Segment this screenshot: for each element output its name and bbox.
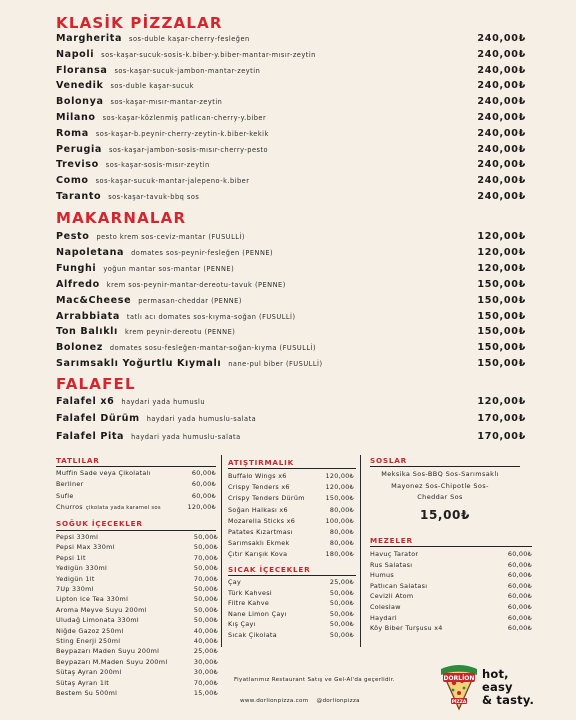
sicak-item-price: 50,00₺ — [329, 588, 354, 597]
atistirmalik-item-name — [228, 528, 293, 536]
sicak-item-price: 50,00₺ — [329, 599, 354, 608]
tatlilar-item — [56, 502, 216, 512]
pizza-item-name: Margherita — [56, 33, 123, 44]
soguk-item-name-text: Lipton Ice Tea 330ml — [56, 595, 129, 604]
pizza-item-desc: sos-kaşar-sucuk-sosis-k.biber-y.biber-mantar-mısır-zeytin — [101, 50, 316, 59]
mezeler-item-price: 60,00₺ — [507, 603, 532, 611]
sicak-item-price: 25,00₺ — [329, 578, 354, 586]
falafel-item — [56, 413, 526, 427]
atistirmalik-item-price: 100,00₺ — [325, 516, 354, 525]
dorlion-logo — [440, 663, 478, 711]
pizza-item-name: Bolonya — [56, 96, 104, 108]
tatlilar-item-name — [56, 503, 161, 511]
soguk-item — [56, 615, 218, 625]
sicak-item-name — [228, 589, 272, 597]
pasta-item — [56, 279, 526, 293]
tatlilar-item — [56, 479, 216, 489]
mezeler-item-price: 60,00₺ — [507, 624, 532, 633]
falafel-item — [56, 431, 526, 445]
mezeler-item-name-text: Haydari — [370, 613, 397, 622]
mezeler-item-name — [370, 624, 443, 632]
tatlilar-item-price: 120,00₺ — [187, 503, 216, 512]
sicak-item — [228, 630, 354, 640]
atistirmalik-item-name — [228, 472, 287, 480]
atistirmalik-underline — [228, 468, 356, 469]
mezeler-item-name-text: Patlıcan Salatası — [370, 581, 428, 590]
pizza-item-name: Perugia — [56, 143, 102, 155]
atistirmalik-item — [228, 538, 354, 548]
soguk-title: SOĞUK İÇECEKLER — [56, 519, 143, 528]
soguk-item-name-text: Yedigün 330ml — [56, 564, 108, 573]
falafel-item-desc: haydari yada humuslu-salata — [131, 432, 241, 441]
sicak-item — [228, 588, 354, 598]
pasta-item-name: Napoletana — [56, 246, 125, 258]
soguk-item-name — [56, 658, 167, 666]
mezeler-title: MEZELER — [370, 536, 413, 545]
sicak-item-name-text: Çay — [228, 578, 242, 586]
pizza-item-desc: sos-kaşar-tavuk-bbq sos — [108, 193, 200, 201]
mezeler-item-name — [370, 571, 394, 579]
atistirmalik-item-price: 80,00₺ — [329, 505, 354, 514]
falafel-title: FALAFEL — [56, 375, 136, 393]
mezeler-item-name — [370, 592, 413, 600]
soguk-item — [56, 553, 218, 563]
pizza-item-price: 240,00₺ — [477, 143, 526, 155]
sicak-item-name — [228, 610, 287, 618]
slogan-line-2: easy — [482, 680, 513, 694]
tatlilar-item-name-text: Churros — [56, 503, 83, 512]
soguk-item — [56, 605, 218, 615]
soguk-item — [56, 574, 218, 584]
pasta-item-price: 120,00₺ — [477, 231, 526, 242]
pasta-item — [56, 342, 526, 356]
atistirmalik-item-name-text: Crispy Tenders Dürüm — [228, 494, 305, 503]
pasta-item-price: 150,00₺ — [477, 342, 526, 354]
pizza-item-price: 240,00₺ — [477, 191, 526, 202]
atistirmalik-item-name-text: Mozarella Sticks x6 — [228, 516, 296, 525]
pasta-item — [56, 358, 526, 372]
soguk-item — [56, 542, 218, 552]
pasta-item-desc: yoğun mantar sos-mantar (PENNE) — [103, 264, 235, 273]
logo-subtext: PİZZA — [451, 700, 467, 705]
atistirmalik-item — [228, 493, 354, 503]
footer-web — [240, 698, 360, 704]
mezeler-item-price: 60,00₺ — [507, 571, 532, 580]
soguk-item-name-text: 7Up 330ml — [56, 585, 94, 593]
falafel-item-price: 170,00₺ — [477, 413, 526, 425]
soguk-item — [56, 667, 218, 677]
atistirmalik-item-name — [228, 539, 290, 547]
pizza-item — [56, 144, 526, 158]
atistirmalik-item-name — [228, 494, 305, 502]
soguk-item-name-text: Beypazarı Maden Suyu 200ml — [56, 647, 160, 656]
atistirmalik-item-name-text: Sarımsaklı Ekmek — [228, 539, 290, 548]
mezeler-item — [370, 602, 532, 612]
tatlilar-item — [56, 491, 216, 501]
pasta-item-price: 150,00₺ — [477, 326, 526, 338]
pizza-item — [56, 65, 526, 79]
sicak-item-name-text: Sıcak Çikolata — [228, 631, 277, 639]
soslar-text — [345, 469, 535, 504]
pizza-item — [56, 159, 526, 173]
pasta-item — [56, 247, 526, 261]
atistirmalik-item — [228, 482, 354, 492]
pasta-item-price: 150,00₺ — [477, 278, 526, 290]
pizza-item-price: 240,00₺ — [477, 96, 526, 108]
pasta-item-price: 120,00₺ — [477, 246, 526, 258]
mezeler-item-name — [370, 561, 412, 569]
soguk-item-name — [56, 554, 86, 562]
soguk-item-name-text: Pepsi Max 330ml — [56, 543, 115, 552]
pasta-item — [56, 295, 526, 309]
sicak-item — [228, 577, 354, 587]
pizza-item — [56, 175, 526, 189]
soguk-item — [56, 636, 218, 646]
soguk-item-price: 50,00₺ — [193, 564, 218, 573]
pasta-item-desc: domates sosu-fesleğen-mantar-soğan-kıyma (FUSULLİ) — [109, 344, 317, 353]
soguk-item-name — [56, 616, 139, 624]
pasta-item — [56, 231, 526, 245]
pizza-item-name: Floransa — [56, 64, 108, 76]
soguk-item — [56, 626, 218, 636]
atistirmalik-item-price: 180,00₺ — [325, 550, 354, 559]
pizza-item-price: 240,00₺ — [477, 112, 526, 123]
soguk-item-name — [56, 689, 117, 697]
pizza-item-name: Como — [56, 175, 89, 187]
slogan-line-3: & tasty. — [482, 693, 535, 707]
soguk-item-name-text: Yedigün 1lt — [56, 574, 95, 583]
soguk-item-price: 50,00₺ — [193, 585, 218, 593]
soguk-item — [56, 594, 218, 604]
pizza-item-price: 240,00₺ — [477, 80, 526, 92]
soguk-item-name-text: Sting Enerji 250ml — [56, 637, 121, 645]
soguk-item-name-text: Pepsi 1lt — [56, 553, 86, 562]
pasta-item-name: Mac&Cheese — [56, 294, 132, 306]
pasta-item-price: 120,00₺ — [477, 262, 526, 274]
soguk-item-price: 50,00₺ — [193, 595, 218, 604]
soguk-item-name-text: Pepsi 330ml — [56, 533, 99, 541]
atistirmalik-item-name — [228, 550, 287, 558]
pizza-item-name: Treviso — [56, 159, 99, 171]
soguk-item-price: 40,00₺ — [193, 626, 218, 635]
sicak-item-price: 50,00₺ — [329, 609, 354, 618]
pizza-item-desc: sos-kaşar-b.peynir-cherry-zeytin-k.biber-kekik — [95, 129, 269, 138]
soslar-line-1: Meksika Sos-BBQ Sos-Sarımsaklı — [381, 470, 499, 478]
falafel-item-desc: haydari yada humuslu-salata — [146, 415, 257, 424]
mezeler-item — [370, 623, 532, 633]
soguk-item-price: 25,00₺ — [193, 647, 218, 656]
soguk-item-name-text: Beypazarı M.Maden Suyu 200ml — [56, 657, 168, 666]
pasta-item-name: Pesto — [56, 231, 90, 242]
soguk-item-name — [56, 564, 107, 572]
mezeler-item-name — [370, 603, 401, 611]
pasta-item — [56, 326, 526, 340]
pizza-item — [56, 33, 526, 47]
pizza-item-price: 240,00₺ — [477, 64, 526, 76]
pizza-item-price: 240,00₺ — [477, 33, 526, 44]
sicak-item-name — [228, 599, 269, 607]
soguk-item-name — [56, 668, 122, 676]
soguk-item-name — [56, 533, 98, 541]
soguk-item — [56, 646, 218, 656]
pasta-item-name: Funghi — [56, 262, 97, 274]
mezeler-item-price: 60,00₺ — [507, 581, 532, 590]
pizza-item-name: Venedik — [56, 80, 104, 92]
atistirmalik-item-price: 120,00₺ — [325, 472, 354, 480]
slogan — [482, 668, 534, 707]
pizza-item-desc: sos-kaşar-közlenmiş patlıcan-cherry-y.biber — [102, 114, 267, 122]
soslar-title: SOSLAR — [370, 456, 407, 465]
footer-website[interactable]: www.dorlionpizza.com — [240, 698, 309, 704]
atistirmalik-item-name — [228, 517, 295, 525]
sicak-item — [228, 609, 354, 619]
falafel-item-desc: haydari yada humuslu — [121, 398, 206, 406]
mezeler-item — [370, 613, 532, 623]
pizza-item-desc: sos-duble kaşar-sucuk — [110, 82, 194, 91]
pasta-item-desc: nane-pul biber (FUSULLİ) — [228, 360, 323, 369]
falafel-item-name: Falafel Pita — [56, 430, 125, 442]
atistirmalik-item — [228, 549, 354, 559]
soguk-item-name-text: Sütaş Ayran 200ml — [56, 668, 122, 677]
pizza-item-price: 240,00₺ — [477, 48, 526, 60]
soslar-line-3: Cheddar Sos — [417, 493, 463, 501]
atistirmalik-item — [228, 527, 354, 537]
soguk-item-price: 70,00₺ — [193, 678, 218, 687]
soguk-item — [56, 657, 218, 667]
soguk-item-name-text: Uludağ Limonata 330ml — [56, 616, 139, 625]
tatlilar-item-name-text: Berliner — [56, 480, 84, 489]
footer-social[interactable]: @dorlionpizza — [316, 698, 360, 704]
soguk-item-name — [56, 679, 109, 687]
soguk-item-name — [56, 575, 95, 583]
atistirmalik-item-price: 80,00₺ — [329, 528, 354, 536]
logo-text: DORLİON — [443, 675, 475, 682]
soguk-item-name — [56, 595, 128, 603]
tatlilar-item-name-text: Sufle — [56, 491, 74, 500]
sicak-item — [228, 619, 354, 629]
soguk-item-name — [56, 585, 94, 593]
tatlilar-title: TATLILAR — [56, 456, 100, 465]
mezeler-item-name-text: Humus — [370, 571, 394, 580]
soguk-item-price: 50,00₺ — [193, 605, 218, 614]
soguk-item — [56, 532, 218, 542]
mezeler-item-price: 60,00₺ — [507, 613, 532, 622]
soguk-item-name-text: Sütaş Ayran 1lt — [56, 678, 110, 687]
soguk-item — [56, 584, 218, 594]
soslar-underline — [370, 466, 520, 467]
pasta-item-name: Sarımsaklı Yoğurtlu Kıymalı — [56, 358, 222, 370]
atistirmalik-item-price: 150,00₺ — [325, 494, 354, 503]
sicak-item-price: 50,00₺ — [329, 631, 354, 639]
sicak-title: SICAK İÇECEKLER — [228, 565, 311, 574]
pasta-item-price: 150,00₺ — [477, 294, 526, 306]
mezeler-item-name-text: Coleslaw — [370, 603, 401, 611]
pasta-item-name: Arrabbiata — [56, 310, 120, 322]
soguk-item-price: 50,00₺ — [193, 533, 218, 541]
soguk-item-name — [56, 606, 147, 614]
atistirmalik-item-name-text: Patates Kızartması — [228, 528, 293, 536]
soguk-item-price: 70,00₺ — [193, 574, 218, 583]
soguk-item-price: 50,00₺ — [193, 543, 218, 552]
soguk-item-price: 50,00₺ — [193, 616, 218, 625]
pasta-item-desc: permasan-cheddar (PENNE) — [138, 296, 242, 305]
pasta-item-desc: pesto krem sos-ceviz-mantar (FUSULLİ) — [96, 233, 245, 241]
atistirmalik-item-name-text: Çıtır Karışık Kova — [228, 550, 288, 559]
tatlilar-item-price: 60,00₺ — [191, 491, 216, 500]
sicak-item-name — [228, 578, 241, 586]
pizza-item — [56, 128, 526, 142]
slogan-line-1: hot, — [482, 667, 509, 681]
pasta-item-desc: krem peynir-dereotu (PENNE) — [124, 328, 236, 337]
atistirmalik-item-price: 80,00₺ — [329, 539, 354, 548]
sicak-item-name — [228, 620, 256, 628]
atistirmalik-item-price: 120,00₺ — [325, 483, 354, 492]
mezeler-item — [370, 560, 532, 570]
tatlilar-item-note: çikolata yada karamel sos — [85, 505, 161, 512]
soguk-item — [56, 563, 218, 573]
mezeler-item-name — [370, 550, 418, 558]
soguk-item — [56, 678, 218, 688]
mezeler-item-name-text: Rus Salatası — [370, 560, 413, 569]
atistirmalik-item-name — [228, 483, 290, 491]
soslar-price: 15,00₺ — [420, 508, 470, 522]
mezeler-item — [370, 591, 532, 601]
soguk-underline — [56, 530, 216, 531]
soguk-item-price: 40,00₺ — [193, 637, 218, 645]
pizza-item-desc: sos-kaşar-sucuk-jambon-mantar-zeytin — [114, 66, 261, 75]
mezeler-item-name-text: Cevizli Atom — [370, 592, 414, 601]
falafel-item-price: 120,00₺ — [477, 396, 526, 407]
soguk-item-name-text: Bestem Su 500ml — [56, 689, 118, 697]
tatlilar-item-price: 60,00₺ — [191, 469, 216, 477]
falafel-item-name: Falafel Dürüm — [56, 413, 140, 425]
pasta-item-desc: tatlı acı domates sos-kıyma-soğan (FUSULLİ) — [126, 312, 296, 321]
pizza-item-name: Napoli — [56, 48, 95, 60]
atistirmalik-item-name-text: Buffalo Wings x6 — [228, 472, 287, 480]
tatlilar-item-price: 60,00₺ — [191, 480, 216, 489]
pizza-item-price: 240,00₺ — [477, 175, 526, 187]
pizza-item-desc: sos-kaşar-sucuk-mantar-jalepeno-k.biber — [95, 177, 250, 186]
pasta-item-name: Alfredo — [56, 278, 100, 290]
pizza-item-desc: sos-duble kaşar-cherry-fesleğen — [129, 35, 250, 43]
mezeler-item-name — [370, 582, 427, 590]
soguk-item-price: 70,00₺ — [193, 553, 218, 562]
pizza-item — [56, 49, 526, 63]
mezeler-item — [370, 570, 532, 580]
falafel-item-name: Falafel x6 — [56, 396, 115, 407]
tatlilar-item-name — [56, 469, 151, 477]
mezeler-item — [370, 581, 532, 591]
mezeler-item-price: 60,00₺ — [507, 550, 532, 558]
pizza-item-price: 240,00₺ — [477, 127, 526, 139]
soguk-item — [56, 688, 218, 698]
pizza-item — [56, 112, 526, 126]
atistirmalik-item-name-text: Soğan Halkası x6 — [228, 505, 288, 514]
sicak-item — [228, 598, 354, 608]
pizza-item-name: Roma — [56, 127, 89, 139]
pizza-item-desc: sos-kaşar-mısır-mantar-zeytin — [110, 98, 223, 107]
mezeler-item — [370, 549, 532, 559]
soguk-item-name — [56, 627, 123, 635]
atistirmalik-title: ATIŞTIRMALIK — [228, 458, 295, 467]
atistirmalik-item-name — [228, 506, 288, 514]
pizza-item — [56, 191, 526, 205]
mezeler-item-name-text: Havuç Tarator — [370, 550, 419, 558]
pizza-item-price: 240,00₺ — [477, 159, 526, 171]
sicak-item-name-text: Filtre Kahve — [228, 599, 270, 608]
pasta-item-name: Bolonez — [56, 342, 103, 354]
soguk-item-price: 30,00₺ — [193, 668, 218, 677]
pasta-item-price: 150,00₺ — [477, 358, 526, 370]
soguk-item-name — [56, 647, 159, 655]
sicak-item-name-text: Kış Çayı — [228, 620, 256, 629]
falafel-item — [56, 396, 526, 410]
mezeler-item-price: 60,00₺ — [507, 592, 532, 601]
mezeler-item-price: 60,00₺ — [507, 560, 532, 569]
sicak-item-name-text: Nane Limon Çayı — [228, 609, 287, 618]
pizza-item — [56, 80, 526, 94]
pizza-item-desc: sos-kaşar-sosis-mısır-zeytin — [105, 161, 210, 170]
mezeler-item-name-text: Köy Biber Turşusu x4 — [370, 624, 443, 633]
atistirmalik-item — [228, 516, 354, 526]
column-divider-1 — [221, 455, 222, 647]
pasta-item — [56, 263, 526, 277]
soguk-item-name — [56, 637, 120, 645]
atistirmalik-item — [228, 471, 354, 481]
pizza-item-desc: sos-kaşar-jambon-sosis-mısır-cherry-pesto — [108, 145, 269, 154]
atistirmalik-item-name-text: Crispy Tenders x6 — [228, 483, 290, 492]
mezeler-item-name — [370, 614, 397, 622]
sicak-item-name — [228, 631, 277, 639]
pizza-item — [56, 96, 526, 110]
sicak-underline — [228, 575, 356, 576]
soguk-item-name — [56, 543, 115, 551]
soguk-item-name-text: Aroma Meyve Suyu 200ml — [56, 605, 147, 614]
soguk-item-name-text: Niğde Gazoz 250ml — [56, 626, 124, 635]
soguk-item-price: 30,00₺ — [193, 657, 218, 666]
tatlilar-underline — [56, 466, 216, 467]
tatlilar-item-name — [56, 492, 74, 500]
soguk-item-price: 15,00₺ — [193, 689, 218, 697]
mezeler-underline — [370, 546, 532, 547]
soslar-line-2: Mayonez Sos-Chipotle Sos- — [391, 481, 489, 490]
pasta-item-desc: krem sos-peynir-mantar-dereotu-tavuk (PENNE) — [106, 280, 286, 289]
pasta-item-price: 150,00₺ — [477, 310, 526, 322]
atistirmalik-item — [228, 505, 354, 515]
tatlilar-item-name-text: Muffin Sade veya Çikolatalı — [56, 469, 151, 477]
sicak-item-price: 50,00₺ — [329, 620, 354, 629]
pizza-item-name: Taranto — [56, 191, 102, 202]
footer-note: Fiyatlarımız Restaurant Satış ve Gel-Al'da geçerlidir. — [234, 677, 395, 683]
pizza-item-name: Milano — [56, 112, 96, 123]
pasta-item — [56, 311, 526, 325]
pizza-title: KLASİK PİZZALAR — [56, 14, 223, 32]
pasta-item-name: Ton Balıklı — [56, 326, 118, 338]
pasta-title: MAKARNALAR — [56, 209, 187, 227]
tatlilar-item-name — [56, 480, 84, 488]
pasta-item-desc: domates sos-peynir-fesleğen (PENNE) — [131, 248, 274, 257]
falafel-item-price: 170,00₺ — [477, 430, 526, 442]
sicak-item-name-text: Türk Kahvesi — [228, 588, 272, 597]
tatlilar-item — [56, 468, 216, 478]
